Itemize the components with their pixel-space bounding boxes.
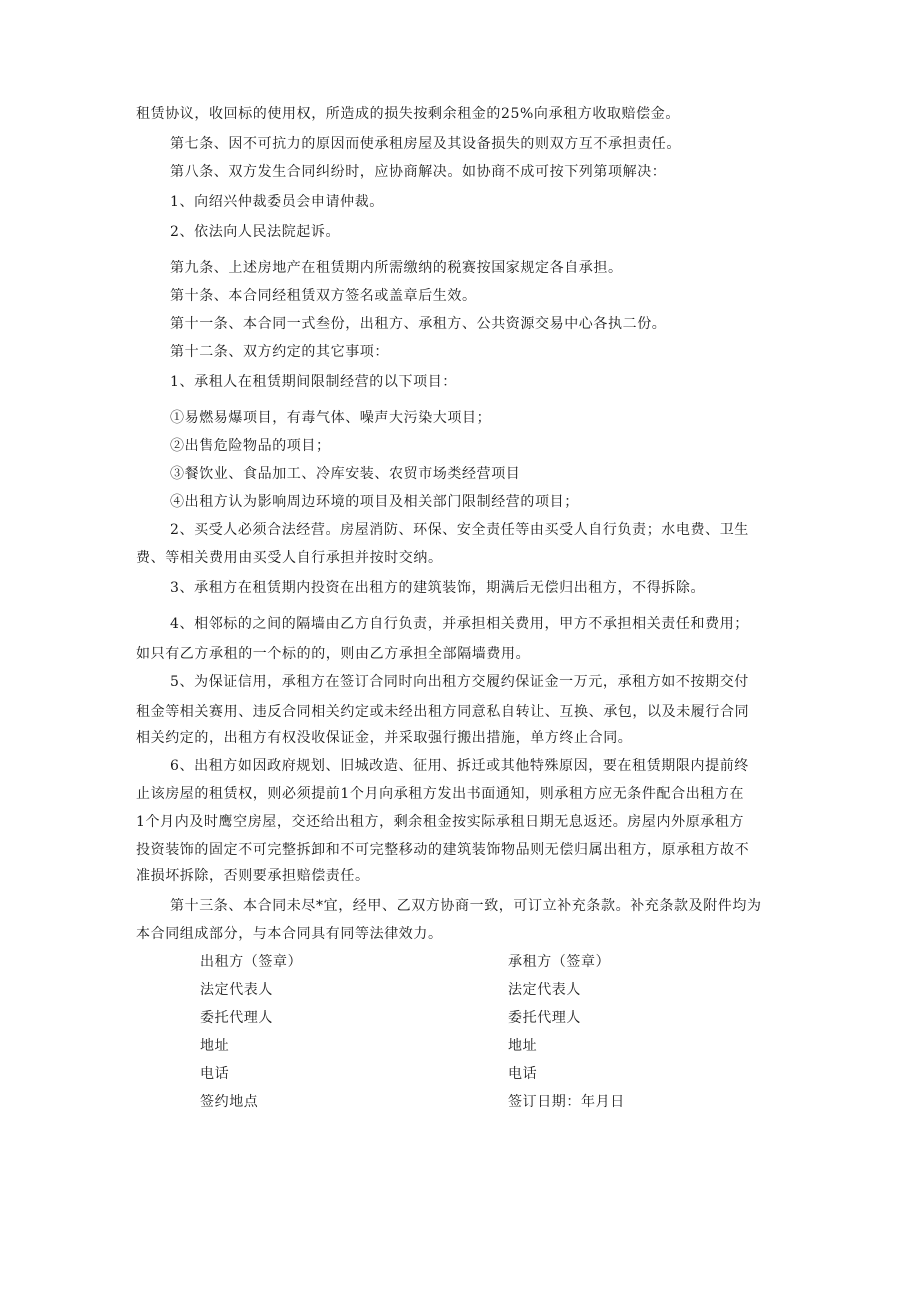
list-item: 2、依法向人民法院起诉。 <box>170 224 341 240</box>
lessee-agent-label: 委托代理人 <box>508 1010 581 1026</box>
list-item: ③餐饮业、食品加工、冷库安装、农贸市场类经营项目 <box>170 466 521 482</box>
lessee-legal-rep-label: 法定代表人 <box>508 982 581 998</box>
lessee-address-label: 地址 <box>508 1038 538 1054</box>
list-item: 2、买受人必须合法经营。房屋消防、环保、安全责任等由买受人自行负责；水电费、卫生 <box>170 522 749 538</box>
lessor-seal-label: 出租方（签章） <box>200 954 303 970</box>
lessor-agent-label: 委托代理人 <box>200 1010 273 1026</box>
clause-10: 第十条、本合同经租赁双方签名或盖章后生效。 <box>170 288 477 304</box>
body-line: 本合同组成部分，与本合同具有同等法律效力。 <box>136 926 443 942</box>
body-line: 费、等相关费用由买受人自行承担并按时交纳。 <box>136 550 443 566</box>
lessor-legal-rep-label: 法定代表人 <box>200 982 273 998</box>
list-item: 4、相邻标的之间的隔墙由乙方自行负责，并承担相关费用，甲方不承担相关责任和费用； <box>170 616 749 632</box>
clause-11: 第十一条、本合同一式叁份，出租方、承租方、公共资源交易中心各执二份。 <box>170 316 667 332</box>
lessor-signature-block <box>200 952 302 1120</box>
list-item: 3、承租方在租赁期内投资在出租方的建筑装饰，期满后无偿归出租方，不得拆除。 <box>170 580 706 596</box>
body-line: 租金等相关赛用、违反合同相关约定或未经出租方同意私自转让、互换、承包，以及未履行合同 <box>136 704 750 720</box>
lessor-address-label: 地址 <box>200 1038 230 1054</box>
body-line: 相关约定的，出租方有权没收保证金，并采取强行搬出措施，单方终止合同。 <box>136 730 633 746</box>
clause-9: 第九条、上述房地产在租赁期内所需缴纳的税赛按国家规定各自承担。 <box>170 260 623 276</box>
body-line: 如只有乙方承租的一个标的的，则由乙方承担全部隔墙费用。 <box>136 646 531 662</box>
lessee-phone-label: 电话 <box>508 1066 538 1082</box>
lessor-phone-label: 电话 <box>200 1066 230 1082</box>
list-item: 1、承租人在租赁期间限制经营的以下项目： <box>170 374 457 390</box>
clause-7: 第七条、因不可抗力的原因而使承租房屋及其设备损失的则双方互不承担责任。 <box>170 136 681 152</box>
list-item: 5、为保证信用，承租方在签订合同时向出租方交履约保证金一万元，承租方如不按期交付 <box>170 674 749 690</box>
lessee-seal-label: 承租方（签章） <box>508 954 611 970</box>
body-line: 准损坏拆除，否则要承担赔偿责任。 <box>136 868 370 884</box>
clause-8: 第八条、双方发生合同纠纷时，应协商解决。如协商不成可按下列第项解决： <box>170 164 667 180</box>
signing-place-label: 签约地点 <box>200 1094 259 1110</box>
list-item: 6、出租方如因政府规划、旧城改造、征用、拆迁或其他特殊原因，要在租赁期限内提前终 <box>170 758 749 774</box>
clause-13: 第十三条、本合同未尽*宜，经甲、乙双方协商一致，可订立补充条款。补充条款及附件均为 <box>170 898 762 914</box>
list-item: ①易燃易爆项目，有毒气体、噪声大污染大项目； <box>170 410 492 426</box>
body-line: 租赁协议，收回标的使用权，所造成的损失按剩余租金的25%向承租方收取赔偿金。 <box>136 106 680 122</box>
clause-12: 第十二条、双方约定的其它事项： <box>170 344 389 360</box>
lessee-signature-block <box>508 952 625 1120</box>
body-line: 1个月内及时鹰空房屋，交还给出租方，剩余租金按实际承租日期无息返还。房屋内外原承租方 <box>136 814 745 830</box>
list-item: ②出售危险物品的项目； <box>170 438 331 454</box>
body-line: 止该房屋的租赁权，则必须提前1个月向承租方发出书面通知，则承租方应无条件配合出租方在 <box>136 786 745 802</box>
list-item: 1、向绍兴仲裁委员会申请仲裁。 <box>170 194 384 210</box>
list-item: ④出租方认为影响周边环境的项目及相关部门限制经营的项目； <box>170 494 579 510</box>
body-line: 投资装饰的固定不可完整拆卸和不可完整移动的建筑装饰物品则无偿归属出租方，原承租方故不 <box>136 842 750 858</box>
signing-date-label: 签订日期：年月日 <box>508 1094 625 1110</box>
